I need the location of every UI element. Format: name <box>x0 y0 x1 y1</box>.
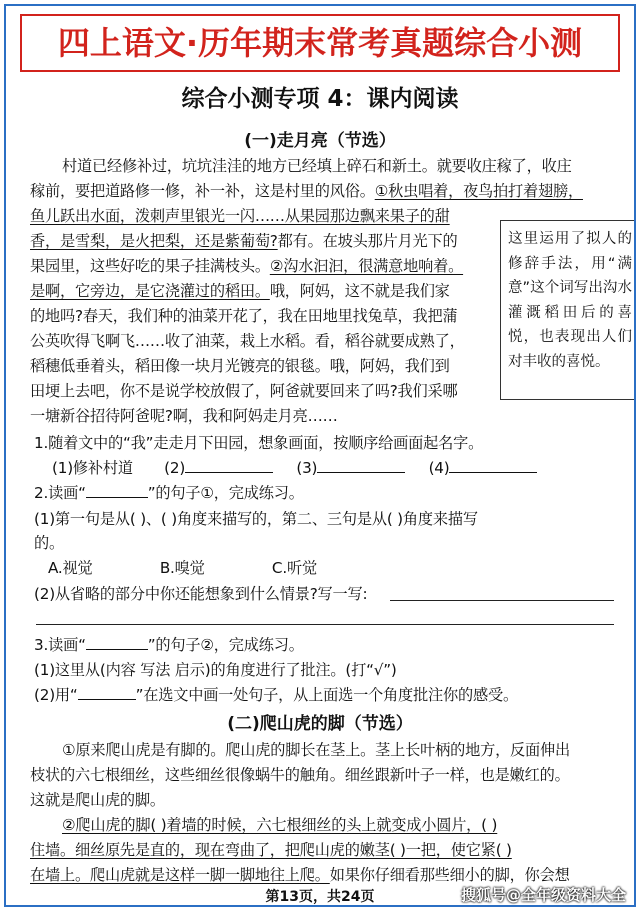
section2-title: (二)爬山虎的脚（节选） <box>227 714 413 734</box>
passage2-line1: ①原来爬山虎是有脚的。爬山虎的脚长在茎上。茎上长叶柄的地方，反面伸出 <box>62 741 571 759</box>
choice-a: A.视觉 <box>48 559 93 577</box>
page-subtitle: 综合小测专项 4：课内阅读 <box>181 86 459 112</box>
page-number: 第13页，共24页 <box>265 889 375 905</box>
passage2-line2: 枝状的六七根细丝，这些细丝很像蜗牛的触角。细丝跟新叶子一样，也是嫩红的。 <box>30 766 570 784</box>
underlined-sentence-part-2: 住墙。细丝原先是直的，现在弯曲了，把爬山虎的嫩茎( )一把，使它紧( ) <box>30 841 512 859</box>
passage1-line9: 稻穗低垂着头，稻田像一块月光镀亮的银毯。哦，阿妈，我们到 <box>30 357 450 375</box>
q2-underline-sample <box>86 481 148 498</box>
choice-b: B.嗅觉 <box>159 559 205 577</box>
sentence2-part-b: 是啊，它旁边，是它浇灌过的稻田。 <box>30 282 270 300</box>
passage2-line4 <box>62 813 497 838</box>
passage2-line5 <box>30 838 512 863</box>
passage2-line6: 在墙上。爬山虎就是这样一脚一脚地往上爬。如果你仔细看那些细小的脚，你会想 <box>30 866 570 884</box>
passage1-line8: 公英吹得飞啊飞……收了油菜，栽上水稻。看，稻谷就要成熟了， <box>30 332 465 350</box>
question-3-2: (2)用“ ”在选文中画一处句子，从上面选一个角度批注你的感受。 <box>34 683 518 708</box>
question-1-options <box>52 456 537 481</box>
q1-blank-3[interactable] <box>317 456 405 473</box>
q3-underline-sample-2 <box>78 683 136 700</box>
annotation-note-box <box>500 220 636 400</box>
passage1-line2: 稼前，要把道路修一修，补一补，这是村里的风俗。①秋虫唱着，夜鸟拍打着翅膀， <box>30 182 583 200</box>
question-2-choices <box>48 556 317 581</box>
q1-option-3-label: (3) <box>296 459 318 477</box>
passage2-line3: 这就是爬山虎的脚。 <box>30 791 165 809</box>
q1-blank-4[interactable] <box>449 456 537 473</box>
question-2-1: (1)第一句是从( )、( )角度来描写的，第二、三句是从( )角度来描写 <box>34 510 478 528</box>
sentence1-part-a: ①秋虫唱着，夜鸟拍打着翅膀， <box>374 182 583 200</box>
q1-blank-2[interactable] <box>185 456 273 473</box>
annotation-note-text: 这里运用了拟人的修辞手法，用“满意”这个词写出沟水灌溉稻田后的喜悦，也表现出人们对丰收的喜悦。 <box>508 231 632 370</box>
question-2-2: (2)从省略的部分中你还能想象到什么情景?写一写: <box>34 585 368 603</box>
passage1-line4: 香，是雪梨，是火把梨，还是紫葡萄?都有。在坡头那片月光下的 <box>30 232 458 250</box>
watermark-text: 搜狐号@全年级资料大全 <box>460 886 626 904</box>
passage1-line5: 果园里，这些好吃的果子挂满枝头。②沟水汩汩，很满意地响着。 <box>30 257 464 275</box>
passage1-line7: 的地吗?春天，我们种的油菜开花了，我在田地里找兔草，我把蒲 <box>30 307 458 325</box>
question-3: 3.读画“ ”的句子②，完成练习。 <box>34 633 304 658</box>
underlined-sentence-part-3: 在墙上。爬山虎就是这样一脚一脚地往上爬。 <box>30 866 330 884</box>
banner-title: 四上语文·历年期末常考真题综合小测 <box>20 14 620 72</box>
section1-title: (一)走月亮（节选） <box>244 131 396 151</box>
sentence1-part-c: 香，是雪梨，是火把梨，还是紫葡萄? <box>30 232 278 250</box>
passage1-line1: 村道已经修补过，坑坑洼洼的地方已经填上碎石和新土。就要收庄稼了，收庄 <box>62 157 572 175</box>
passage1-line3 <box>30 204 450 229</box>
question-2: 2.读画“ ”的句子①，完成练习。 <box>34 481 304 506</box>
q1-option-4-label: (4) <box>428 459 450 477</box>
q3-underline-sample <box>86 633 148 650</box>
underlined-sentence-part-1: ②爬山虎的脚( )着墙的时候，六七根细丝的头上就变成小圆片，( ) <box>62 816 498 834</box>
question-2-1-cont: 的。 <box>34 534 64 552</box>
passage1-line11: 一塘新谷招待阿爸呢?啊，我和阿妈走月亮…… <box>30 407 338 425</box>
question-1: 1.随着文中的“我”走走月下田园，想象画面，按顺序给画面起名字。 <box>34 434 484 452</box>
passage1-line6: 是啊，它旁边，是它浇灌过的稻田。哦，阿妈，这不就是我们家 <box>30 282 450 300</box>
choice-c: C.听觉 <box>271 559 317 577</box>
answer-line-2[interactable] <box>36 624 614 625</box>
answer-line-1[interactable] <box>390 600 614 601</box>
sentence1-part-b: 鱼儿跃出水面，泼刺声里银光一闪……从果园那边飘来果子的甜 <box>30 207 450 225</box>
passage1-line10: 田埂上去吧，你不是说学校放假了，阿爸就要回来了吗?我们采哪 <box>30 382 458 400</box>
worksheet-page <box>4 4 636 907</box>
question-3-1: (1)这里从(内容 写法 启示)的角度进行了批注。(打“√”) <box>34 661 397 679</box>
sentence2-part-a: ②沟水汩汩，很满意地响着。 <box>269 257 464 275</box>
q1-option-1: (1)修补村道 <box>52 459 133 477</box>
q1-option-2-label: (2) <box>164 459 186 477</box>
